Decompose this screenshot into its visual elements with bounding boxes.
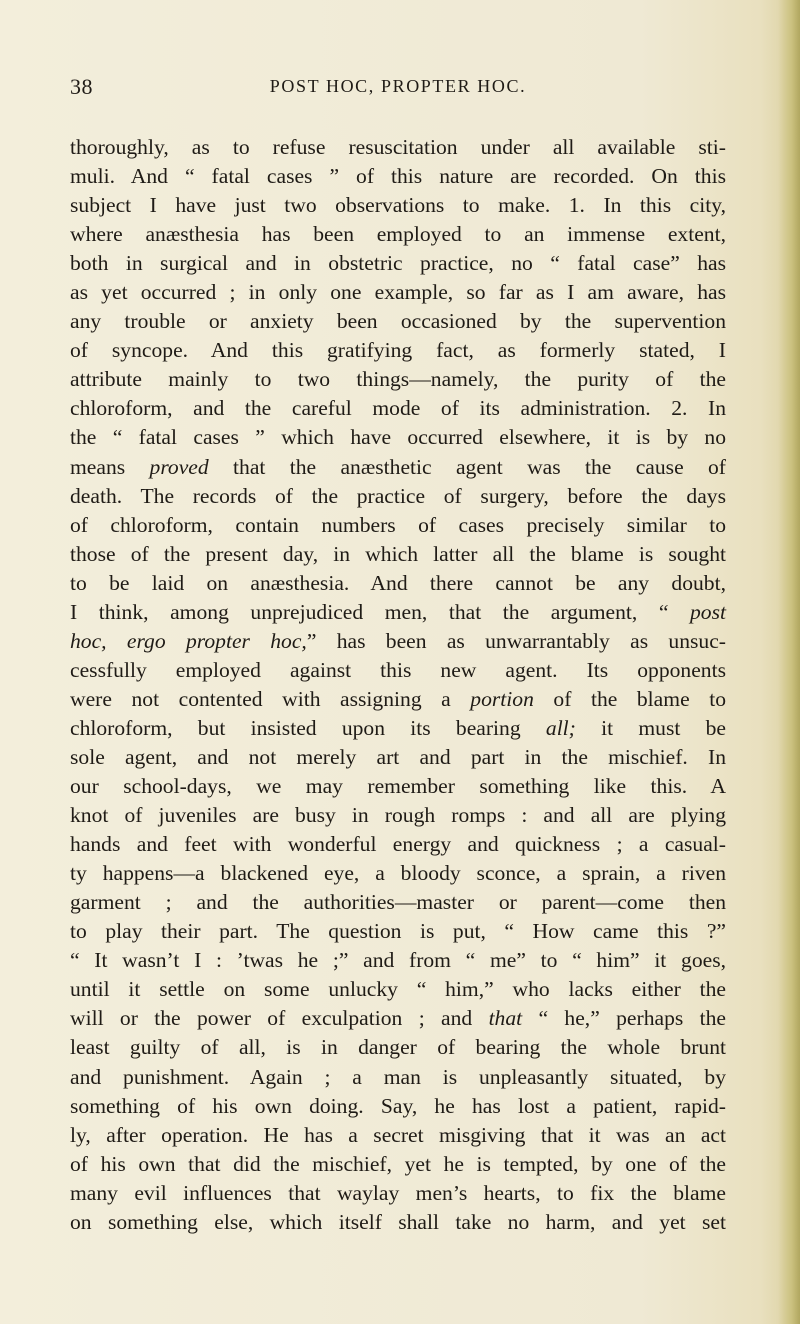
text-line <box>70 714 726 743</box>
text-segment: subject I have just two observations to make. 1. In this city, <box>70 193 726 218</box>
text-segment: many evil influences that waylay men’s hearts, to fix the blame <box>70 1180 726 1205</box>
text-segment: ty happens—a blackened eye, a bloody sconce, a sprain, a riven <box>70 861 726 886</box>
text-line <box>70 220 726 249</box>
text-segment: ly, after operation. He has a secret misgiving that it was an act <box>70 1122 726 1147</box>
text-line <box>70 336 726 365</box>
text-line <box>70 656 726 685</box>
text-segment: muli. And “ fatal cases ” of this nature are recorded. On this <box>70 164 726 189</box>
text-line <box>70 859 726 888</box>
text-segment: ” has been as unwarrantably as unsuc- <box>306 628 726 653</box>
text-line <box>70 365 726 394</box>
text-segment: I think, among unprejudiced men, that the argument, “ <box>70 599 690 624</box>
text-line <box>70 917 726 946</box>
text-segment: of syncope. And this gratifying fact, as formerly stated, I <box>70 338 726 363</box>
italic-text: post <box>690 599 726 624</box>
text-line <box>70 278 726 307</box>
text-line <box>70 482 726 511</box>
text-line <box>70 1208 726 1237</box>
text-line <box>70 946 726 975</box>
text-segment: sole agent, and not merely art and part in the mischief. In <box>70 744 726 769</box>
text-line <box>70 423 726 452</box>
text-segment: will or the power of exculpation ; and <box>70 1006 489 1031</box>
text-segment: of the blame to <box>533 686 726 711</box>
text-segment: and punishment. Again ; a man is unpleasantly situated, by <box>70 1064 726 1089</box>
text-segment: to play their part. The question is put, “ How came this ?” <box>70 919 726 944</box>
text-line <box>70 249 726 278</box>
text-segment: knot of juveniles are busy in rough romps : and all are plying <box>70 803 726 828</box>
text-segment: until it settle on some unlucky “ him,” who lacks either the <box>70 977 726 1002</box>
text-segment: attribute mainly to two things—namely, the purity of the <box>70 367 726 392</box>
text-segment: death. The records of the practice of surgery, before the days <box>70 483 726 508</box>
text-segment: something of his own doing. Say, he has lost a patient, rapid- <box>70 1093 726 1118</box>
text-line <box>70 1150 726 1179</box>
text-line <box>70 830 726 859</box>
text-line <box>70 1004 726 1033</box>
text-line <box>70 453 726 482</box>
italic-text: that <box>488 1006 523 1031</box>
text-segment: of his own that did the mischief, yet he is tempted, by one of the <box>70 1151 726 1176</box>
text-segment: means <box>70 454 150 479</box>
page-header <box>70 74 726 104</box>
text-segment: our school-days, we may remember something like this. A <box>70 774 726 799</box>
text-segment: those of the present day, in which latter all the blame is sought <box>70 541 726 566</box>
running-head: POST HOC, PROPTER HOC. <box>269 76 527 96</box>
text-line <box>70 1033 726 1062</box>
text-line <box>70 743 726 772</box>
page-edge-shadow <box>778 0 800 1324</box>
text-segment: on something else, which itself shall take no harm, and yet set <box>70 1209 726 1234</box>
text-line <box>70 133 726 162</box>
text-segment: to be laid on anæsthesia. And there cannot be any doubt, <box>70 570 726 595</box>
text-line <box>70 511 726 540</box>
text-segment: that the anæsthetic agent was the cause of <box>208 454 726 479</box>
text-segment: thoroughly, as to refuse resuscitation under all available sti- <box>70 135 726 159</box>
text-segment: cessfully employed against this new agent. Its opponents <box>70 657 726 682</box>
body-text <box>70 133 726 1237</box>
text-line <box>70 162 726 191</box>
text-line <box>70 801 726 830</box>
text-line <box>70 685 726 714</box>
text-segment: were not contented with assigning a <box>70 686 471 711</box>
text-line <box>70 307 726 336</box>
text-segment: “ he,” perhaps the <box>522 1006 727 1031</box>
text-segment: chloroform, but insisted upon its bearing <box>70 715 546 740</box>
text-line <box>70 1063 726 1092</box>
italic-text: all; <box>545 715 576 740</box>
text-segment: chloroform, and the careful mode of its administration. 2. In <box>70 396 726 421</box>
text-segment: any trouble or anxiety been occasioned by the supervention <box>70 309 726 334</box>
text-segment: garment ; and the authorities—master or parent—come then <box>70 890 726 915</box>
text-segment: as yet occurred ; in only one example, so far as I am aware, has <box>70 280 726 305</box>
text-segment: both in surgical and in obstetric practice, no “ fatal case” has <box>70 251 726 276</box>
page-number: 38 <box>70 74 93 99</box>
italic-text: portion <box>470 686 534 711</box>
text-line <box>70 540 726 569</box>
text-line <box>70 888 726 917</box>
text-line <box>70 394 726 423</box>
text-line <box>70 1092 726 1121</box>
text-segment: hands and feet with wonderful energy and quickness ; a casual- <box>70 832 726 857</box>
text-segment: the “ fatal cases ” which have occurred elsewhere, it is by no <box>70 425 726 450</box>
text-line <box>70 569 726 598</box>
text-segment: “ It wasn’t I : ’twas he ;” and from “ me” to “ him” it goes, <box>70 948 726 973</box>
text-segment: where anæsthesia has been employed to an immense extent, <box>70 222 726 247</box>
text-line <box>70 627 726 656</box>
text-line <box>70 1121 726 1150</box>
text-line <box>70 598 726 627</box>
text-line <box>70 772 726 801</box>
text-line <box>70 1179 726 1208</box>
text-line <box>70 191 726 220</box>
text-segment: of chloroform, contain numbers of cases precisely similar to <box>70 512 726 537</box>
italic-text: hoc, ergo propter hoc, <box>70 628 307 653</box>
italic-text: proved <box>149 454 209 479</box>
text-segment: it must be <box>575 715 726 740</box>
text-line <box>70 975 726 1004</box>
text-segment: least guilty of all, is in danger of bearing the whole brunt <box>70 1035 726 1060</box>
